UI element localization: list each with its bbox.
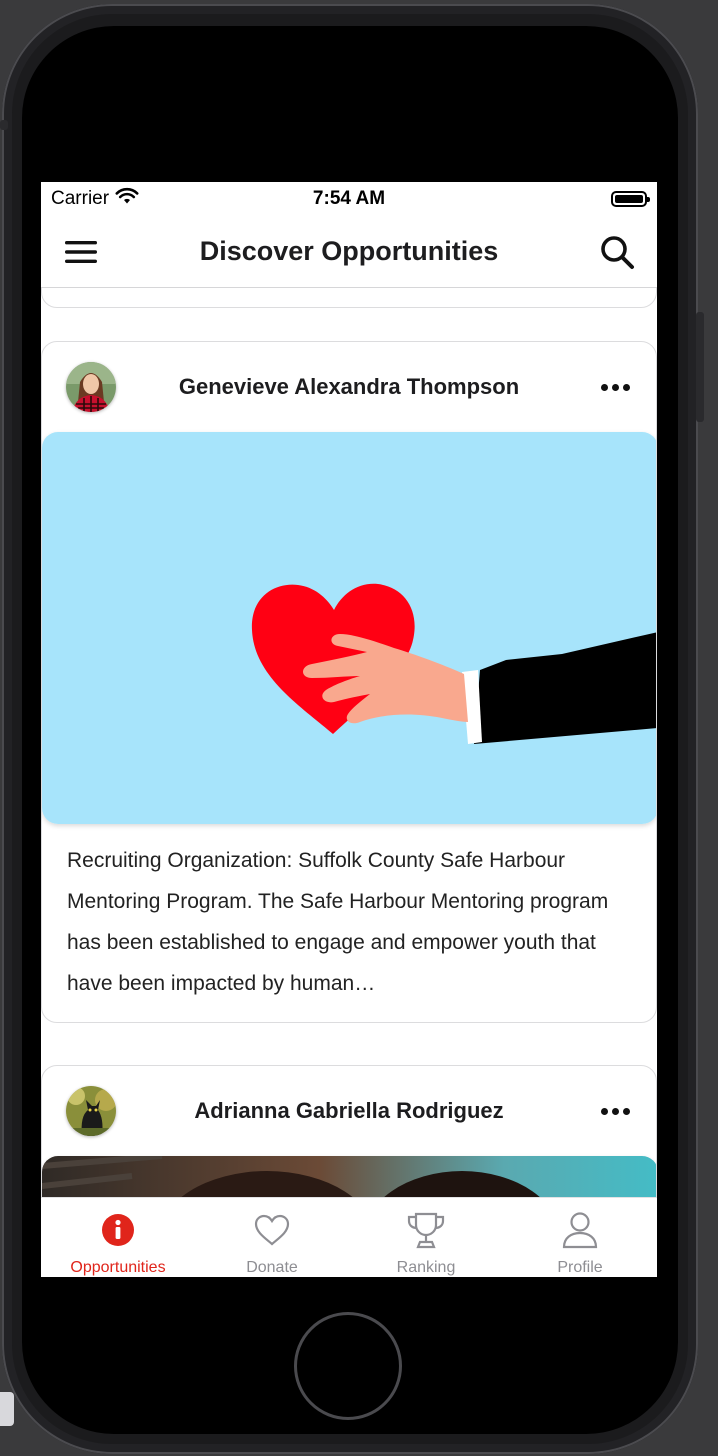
app-screen (41, 182, 657, 1277)
tab-label: Ranking (396, 1259, 456, 1276)
wifi-icon (115, 187, 139, 211)
status-bar (41, 182, 657, 216)
tab-label: Donate (246, 1259, 298, 1276)
children-photo[interactable] (42, 1156, 657, 1197)
trophy-icon (406, 1210, 446, 1249)
tab-label: Profile (557, 1259, 603, 1276)
opportunity-card[interactable] (41, 1065, 657, 1197)
author-name[interactable]: Adrianna Gabriella Rodriguez (194, 1098, 504, 1123)
corner-tag (0, 1392, 14, 1426)
tab-donate[interactable] (195, 1198, 349, 1277)
hamburger-icon[interactable] (61, 232, 101, 272)
more-options-icon[interactable] (601, 372, 630, 402)
opportunity-feed[interactable] (41, 288, 657, 1197)
side-button (0, 120, 8, 130)
opportunity-card[interactable] (41, 341, 657, 1023)
heart-in-hand-illustration[interactable] (42, 432, 657, 824)
previous-card-bottom (41, 288, 657, 308)
person-icon (561, 1210, 599, 1249)
tab-ranking[interactable] (349, 1198, 503, 1277)
tab-label: Opportunities (70, 1259, 166, 1276)
card-header (42, 1066, 656, 1156)
tab-profile[interactable] (503, 1198, 657, 1277)
page-title: Discover Opportunities (199, 236, 499, 266)
carrier-label: Carrier (51, 188, 110, 209)
opportunity-description: Recruiting Organization: Suffolk County Safe Harbour Mentoring Program. The Safe Harbour Mentoring program has been established to engage and empower youth that have been impacted by human… (67, 849, 609, 995)
card-header (42, 342, 656, 432)
heart-outline-icon (253, 1210, 291, 1249)
author-name[interactable]: Genevieve Alexandra Thompson (178, 374, 520, 399)
more-options-icon[interactable] (601, 1096, 630, 1126)
tab-bar (41, 1197, 657, 1277)
nav-bar (41, 216, 657, 288)
status-time: 7:54 AM (312, 188, 386, 209)
battery-icon (611, 191, 647, 207)
power-button (696, 312, 704, 422)
home-button[interactable] (294, 1312, 402, 1420)
search-icon[interactable] (597, 232, 637, 272)
tab-opportunities[interactable] (41, 1198, 195, 1277)
info-circle-icon (101, 1210, 135, 1249)
